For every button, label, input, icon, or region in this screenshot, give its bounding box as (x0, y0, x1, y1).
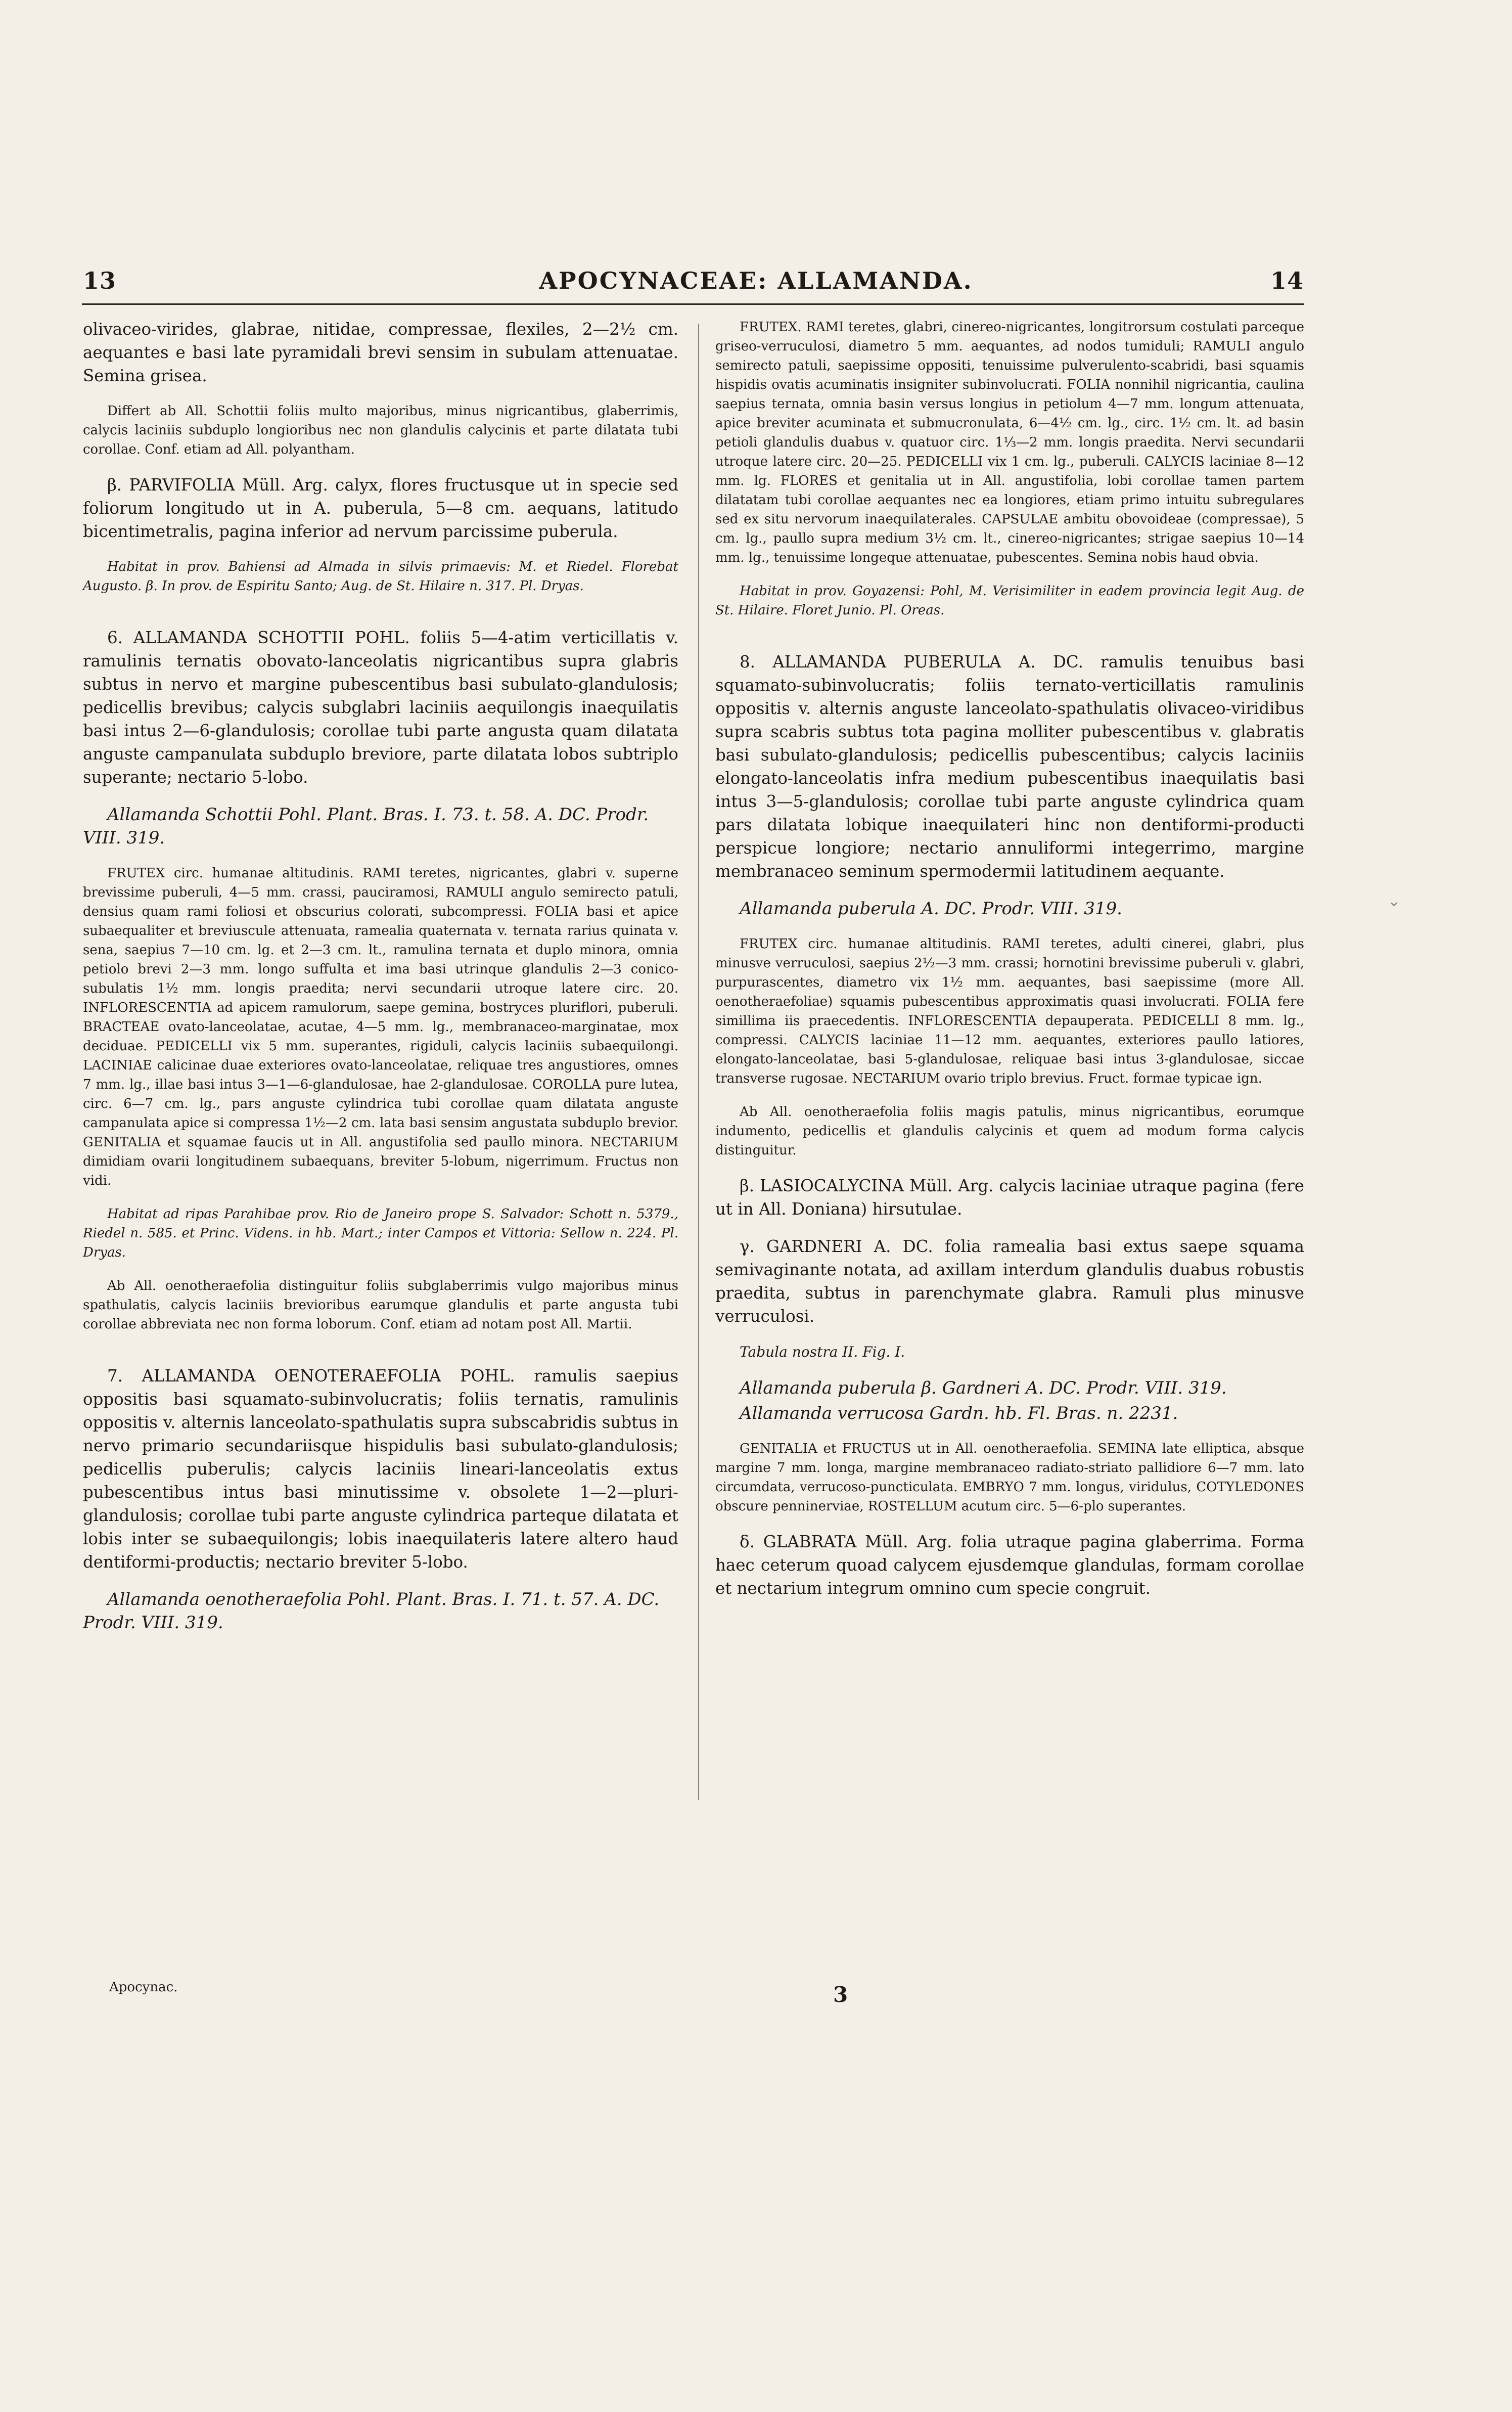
synonym-citation-puberula: Allamanda puberula A. DC. Prodr. VIII. 319. (740, 899, 1122, 919)
page-number-left: 13 (83, 267, 117, 294)
paragraph-genitalia-gardneri: GENITALIA et FRUCTUS ut in All. oenotheraefolia. SEMINA late elliptica, absque margine 7 mm. longa, margine membranaceo radiato-striato pallidiore 6—7 mm. lato circumdata, verrucoso-puncticulata. EMBRYO 7 mm. longus, viridulus, COTYLEDONES obscure penninerviae, ROSTELLUM acutum circ. 5—6-plo superantes. (715, 1441, 1304, 1514)
paragraph-differentiation-note: Differt ab All. Schottii foliis multo majoribus, minus nigricantibus, glaberrimis, calycis laciniis subduplo longioribus nec non glandulis calycinis et parte dilatata tubi corollae. Conf. etiam ad All. polyantham. (83, 404, 678, 457)
signature-mark: Apocynac. (109, 1980, 178, 1995)
column-separator (698, 324, 699, 1800)
species-heading-puberula: 8. ALLAMANDA PUBERULA A. DC. ramulis tenuibus basi squamato-subinvolucratis; foliis ternato-verticillatis ramulinis oppositis v. alternis anguste lanceolato-spathulatis olivaceo-viridibus supra scabris subtus tota pagina molliter pubescentibus v. glabratis basi subulato-glandulosis; pedicellis pubescentibus; calycis laciniis elongato-lanceolatis infra medium pubescentibus inaequilatis basi intus 3—5-glandulosis; corollae tubi parte anguste cylindrica quam pars dilatata lobique inaequilateri hinc non dentiformi-producti perspicue longiore; nectario annuliformi integerrimo, margine membranaceo seminum spermodermii latitudinem aequante. (715, 652, 1304, 881)
paragraph-description-puberula: FRUTEX circ. humanae altitudinis. RAMI teretes, adulti cinerei, glabri, plus minusve verruculosi, saepius 2½—3 mm. crassi; hornotini brevissime puberuli v. glabri, purpurascentes, diametro vix 1½ mm. aequantes, basi saepissime (more All. oenotheraefoliae) squamis pubescentibus approximatis quasi involucrati. FOLIA fere simillima iis praecedentis. INFLORESCENTIA depauperata. PEDICELLI 8 mm. lg., compressi. CALYCIS laciniae 11—12 mm. aequantes, exteriores paullo latiores, elongato-lanceolatae, basi 5-glandulosae, reliquae basi intus 3-glandulosae, siccae transverse rugosae. NECTARIUM ovario triplo brevius. Fruct. formae typicae ign. (715, 936, 1304, 1086)
paragraph-description-schottii: FRUTEX circ. humanae altitudinis. RAMI teretes, nigricantes, glabri v. superne brevissime puberuli, 4—5 mm. crassi, pauciramosi, RAMULI angulo semirecto patuli, densius quam rami foliosi et obscurius colorati, subcompressi. FOLIA basi et apice subaequaliter et breviuscule attenuata, ramealia quaternata v. ternata rarius quinata v. sena, saepius 7—10 cm. lg. et 2—3 cm. lt., ramulina ternata et duplo minora, omnia petiolo brevi 2—3 mm. longo suffulta et ima basi utrinque glandulis 2—3 conico-subulatis 1½ mm. longis praedita; nervi secundarii utroque latere circ. 20. INFLORESCENTIA ad apicem ramulorum, saepe gemina, bostryces pluriflori, puberuli. BRACTEAE ovato-lanceolatae, acutae, 4—5 mm. lg., membranaceo-marginatae, mox deciduae. PEDICELLI vix 5 mm. superantes, rigiduli, calycis laciniis subaequilongi. LACINIAE calicinae duae exteriores ovato-lanceolatae, reliquae tres angustiores, omnes 7 mm. lg., illae basi intus 3—1—6-glandulosae, hae 2-glandulosae. COROLLA pure lutea, circ. 6—7 cm. lg., pars anguste cylindrica tubi corollae quam dilatata anguste campanulata apice si compressa 1½—2 cm. lata basi sensim angustata subduplo brevior. GENITALIA et squamae faucis ut in All. angustifolia sed paullo minora. NECTARIUM dimidiam ovarii longitudinem subaequans, breviter 5-lobum, nigerrimum. Fructus non vidi. (83, 866, 678, 1188)
paragraph-variety-parvifolia: β. PARVIFOLIA Müll. Arg. calyx, flores fructusque ut in specie sed foliorum longitudo ut in A. puberula, 5—8 cm. aequans, latitudo bicentimetralis, pagina inferior ad nervum parcissime puberula. (83, 475, 678, 541)
paragraph-habitat-goyaz: Habitat in prov. Goyazensi: Pohl, M. Verisimiliter in eadem provincia legit Aug. de St. Hilaire. Floret Junio. Pl. Oreas. (715, 584, 1304, 618)
paragraph-variety-glabrata: δ. GLABRATA Müll. Arg. folia utraque pagina glaberrima. Forma haec ceterum quoad calycem ejusdemque glandulas, formam corollae et nectarium integrum omnino cum specie congruit. (715, 1532, 1304, 1598)
header-rule (82, 303, 1304, 305)
running-title: APOCYNACEAE: ALLAMANDA. (539, 267, 973, 294)
right-column (715, 318, 1304, 1614)
margin-tick-mark: ⌄ (1388, 892, 1401, 910)
species-heading-schottii: 6. ALLAMANDA SCHOTTII POHL. foliis 5—4-atim verticillatis v. ramulinis ternatis obovato-lanceolatis nigricantibus supra glabris subtus in nervo et margine pubescentibus basi subulato-glandulosis; pedicellis brevibus; calycis subglabri laciniis aequilongis inaequilatis basi intus 2—6-glandulosis; corollae tubi parte angusta quam dilatata anguste campanulata subduplo breviore, parte dilatata lobos subtriplo superante; nectario 5-lobo. (83, 628, 678, 787)
paragraph-habitat-note: Habitat in prov. Bahiensi ad Almada in silvis primaevis: M. et Riedel. Florebat Augusto. β. In prov. de Espiritu Santo; Aug. de St. Hilaire n. 317. Pl. Dryas. (83, 559, 678, 594)
synonym-citation-oenoteraefolia: Allamanda oenotheraefolia Pohl. Plant. Bras. I. 71. t. 57. A. DC. Prodr. VIII. 319. (83, 1589, 660, 1633)
paragraph-description-frutex: FRUTEX. RAMI teretes, glabri, cinereo-nigricantes, longitrorsum costulati parceque griseo-verruculosi, diametro 5 mm. aequantes, ad nodos tumiduli; RAMULI angulo semirecto patuli, saepissime oppositi, tenuissime pulverulento-scabridi, basi squamis hispidis ovatis acuminatis insigniter subinvolucrati. FOLIA nonnihil nigricantia, caulina saepius ternata, omnia basin versus longius in petiolum 4—7 mm. longum attenuata, apice breviter acuminata et submucronulata, 6—4½ cm. lg., circ. 1½ cm. lt. ad basin petioli glandulis duabus v. quatuor circ. 1⅓—2 mm. longis praedita. Nervi secundarii utroque latere circ. 20—25. PEDICELLI vix 1 cm. lg., puberuli. CALYCIS laciniae 8—12 mm. lg. FLORES et genitalia ut in All. angustifolia, lobi corollae tamen partem dilatatam tubi corollae aequantes nec ea longiores, etiam primo intuitu subregulares sed ex situ nervorum inaequilaterales. CAPSULAE ambitu obovoideae (compressae), 5 cm. lg., paullo supra medium 3½ cm. lt., cinereo-nigricantes; strigae saepius 10—14 mm. lg., tenuissime longeque attenuatae, pubescentes. Semina nobis haud obvia. (715, 320, 1304, 565)
synonym-citation-verrucosa: Allamanda verrucosa Gardn. hb. Fl. Bras. n. 2231. (740, 1403, 1178, 1423)
paragraph-distinction-puberula: Ab All. oenotheraefolia foliis magis patulis, minus nigricantibus, eorumque indumento, pedicellis et glandulis calycinis et quem ad modum forma calycis distinguitur. (715, 1104, 1304, 1158)
paragraph-habitat-schottii: Habitat ad ripas Parahibae prov. Rio de Janeiro prope S. Salvador: Schott n. 5379., Riedel n. 585. et Princ. Videns. in hb. Mart.; inter Campos et Vittoria: Sellow n. 224. Pl. Dryas. (83, 1207, 678, 1260)
plate-reference: Tabula nostra II. Fig. I. (740, 1344, 905, 1360)
paragraph-variety-gardneri: γ. GARDNERI A. DC. folia ramealia basi extus saepe squama semivaginante notata, ad axillam interdum glandulis duabus robustis praedita, subtus in parenchymate glabra. Ramuli plus minusve verruculosi. (715, 1237, 1304, 1326)
paragraph-seed-description: olivaceo-virides, glabrae, nitidae, compressae, flexiles, 2—2½ cm. aequantes e basi late pyramidali brevi sensim in subulam attenuatae. Semina grisea. (83, 320, 678, 385)
sheet-number: 3 (833, 1982, 848, 2007)
synonym-citation-gardneri: Allamanda puberula β. Gardneri A. DC. Prodr. VIII. 319. (740, 1378, 1227, 1398)
paragraph-distinction-schottii: Ab All. oenotheraefolia distinguitur foliis subglaberrimis vulgo majoribus minus spathulatis, calycis laciniis brevioribus earumque glandulis et parte angusta tubi corollae abbreviata nec non forma loborum. Conf. etiam ad notam post All. Martii. (83, 1278, 678, 1332)
left-column (83, 318, 678, 1648)
paragraph-variety-lasiocalycina: β. LASIOCALYCINA Müll. Arg. calycis laciniae utraque pagina (fere ut in All. Doniana) hirsutulae. (715, 1176, 1304, 1219)
page-number-right: 14 (1270, 267, 1304, 294)
species-heading-oenoteraefolia: 7. ALLAMANDA OENOTERAEFOLIA POHL. ramulis saepius oppositis basi squamato-subinvolucratis; foliis ternatis, ramulinis oppositis v. alternis lanceolato-spathulatis supra subscabridis subtus in nervo primario secundariisque hispidulis basi subulato-glandulosis; pedicellis puberulis; calycis laciniis lineari-lanceolatis extus pubescentibus intus basi minutissime v. obsolete 1—2—pluri-glandulosis; corollae tubi parte anguste cylindrica parteque dilatata et lobis inter se subaequilongis; lobis inaequilateris latere altero haud dentiformi-productis; nectario breviter 5-lobo. (83, 1366, 678, 1572)
synonym-citation-schottii: Allamanda Schottii Pohl. Plant. Bras. I. 73. t. 58. A. DC. Prodr. VIII. 319. (83, 805, 649, 848)
